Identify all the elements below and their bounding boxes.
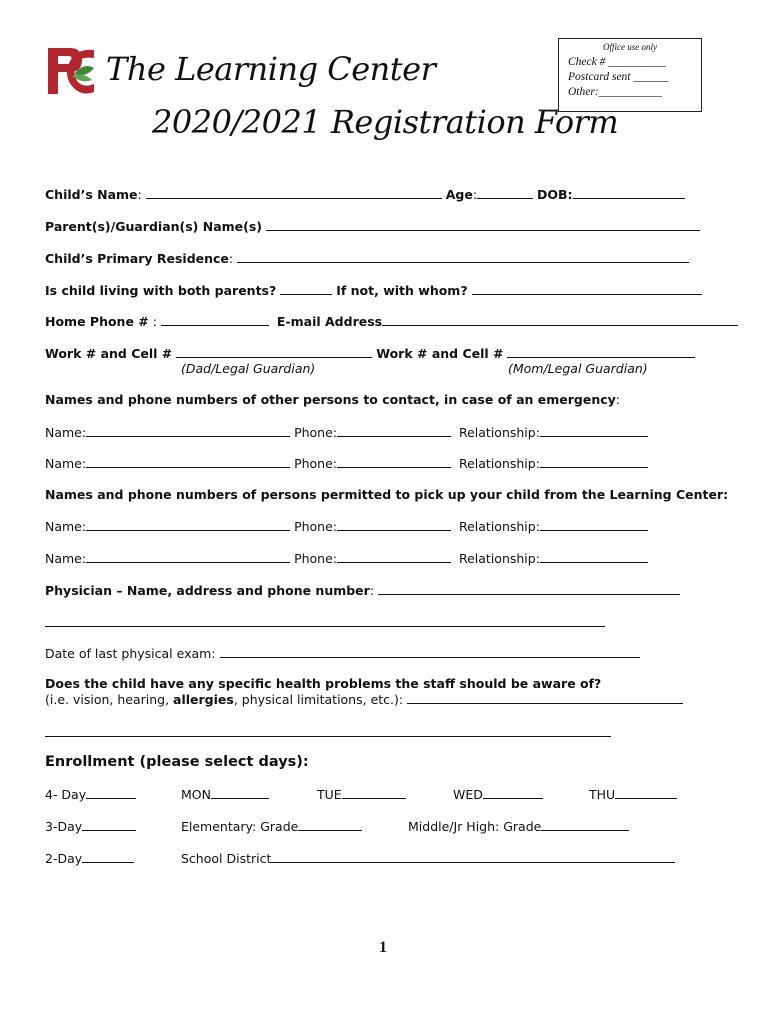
office-use-title: Office use only xyxy=(603,42,657,52)
home-phone-label: Home Phone # xyxy=(45,314,149,329)
mon-option xyxy=(181,786,269,802)
with-whom-field[interactable] xyxy=(472,282,702,295)
last-exam-field[interactable] xyxy=(220,645,640,658)
relationship-field[interactable] xyxy=(540,455,648,468)
phone-field[interactable] xyxy=(337,455,451,468)
phone-label: Phone: xyxy=(294,425,338,440)
tue-field[interactable] xyxy=(342,786,406,799)
mon-field[interactable] xyxy=(211,786,269,799)
middle-grade-field[interactable] xyxy=(541,818,629,831)
age-field[interactable] xyxy=(477,186,533,199)
emergency-contact-row xyxy=(45,455,648,471)
four-day-field[interactable] xyxy=(86,786,136,799)
child-name-label: Child’s Name xyxy=(45,187,138,202)
relationship-field[interactable] xyxy=(540,518,648,531)
phone-email-row: Home Phone # : E-mail Address xyxy=(45,313,738,329)
work-cell-dad-field[interactable] xyxy=(176,345,372,358)
residence-field[interactable] xyxy=(237,250,689,263)
child-name-row: Child’s Name: Age: DOB: xyxy=(45,186,685,202)
home-phone-field[interactable] xyxy=(161,313,269,326)
name-field[interactable] xyxy=(86,424,290,437)
name-field[interactable] xyxy=(86,518,290,531)
physician-label: Physician – Name, address and phone number xyxy=(45,583,370,598)
physician-line-2 xyxy=(45,614,605,630)
relationship-label: Relationship: xyxy=(458,519,540,534)
name-field[interactable] xyxy=(86,550,290,563)
email-field[interactable] xyxy=(382,313,738,326)
two-day-option xyxy=(45,850,134,866)
work-cell-dad-label: Work # and Cell # xyxy=(45,346,173,361)
wed-option xyxy=(453,786,543,802)
elementary-grade-label: Elementary: Grade xyxy=(181,819,299,834)
phone-label: Phone: xyxy=(294,519,338,534)
thu-option xyxy=(589,786,677,802)
middle-grade-option xyxy=(408,818,629,834)
org-name: The Learning Center xyxy=(106,50,436,88)
thu-label: THU xyxy=(589,787,616,802)
three-day-option xyxy=(45,818,136,834)
work-cell-mom-field[interactable] xyxy=(507,345,695,358)
dob-field[interactable] xyxy=(573,186,685,199)
wed-label: WED xyxy=(453,787,483,802)
relationship-field[interactable] xyxy=(540,550,648,563)
learning-center-logo xyxy=(44,44,96,98)
elementary-grade-option xyxy=(181,818,362,834)
school-district-field[interactable] xyxy=(271,850,675,863)
health-hint-start: (i.e. vision, hearing, xyxy=(45,692,174,707)
form-title: 2020/2021 Registration Form xyxy=(152,103,619,141)
enrollment-heading: Enrollment (please select days): xyxy=(45,754,309,770)
health-line-2 xyxy=(45,724,611,740)
relationship-label: Relationship: xyxy=(458,425,540,440)
dad-guardian-caption: (Dad/Legal Guardian) xyxy=(181,361,316,376)
pickup-contact-row xyxy=(45,550,648,566)
emergency-heading: Names and phone numbers of other persons to contact, in case of an emergency: xyxy=(45,392,621,407)
name-label: Name: xyxy=(45,519,87,534)
two-day-label: 2-Day xyxy=(45,851,83,866)
pickup-heading: Names and phone numbers of persons permitted to pick up your child from the Learning Center: xyxy=(45,487,729,502)
age-label: Age xyxy=(445,187,473,202)
relationship-label: Relationship: xyxy=(458,456,540,471)
four-day-label: 4- Day xyxy=(45,787,87,802)
phone-label: Phone: xyxy=(294,456,338,471)
name-field[interactable] xyxy=(86,455,290,468)
wed-field[interactable] xyxy=(483,786,543,799)
last-exam-row xyxy=(45,645,640,661)
parents-label: Parent(s)/Guardian(s) Name(s) xyxy=(45,219,263,234)
email-label: E-mail Address xyxy=(276,314,383,329)
pickup-contact-row xyxy=(45,518,648,534)
name-label: Name: xyxy=(45,551,87,566)
physician-row: Physician – Name, address and phone number: xyxy=(45,582,680,598)
if-not-label: If not, with whom? xyxy=(336,283,468,298)
thu-field[interactable] xyxy=(615,786,677,799)
physician-field[interactable] xyxy=(378,582,680,595)
last-exam-label: Date of last physical exam: xyxy=(45,646,216,661)
health-hint-row xyxy=(45,691,683,707)
name-label: Name: xyxy=(45,425,87,440)
work-cell-row xyxy=(45,345,695,361)
tue-option xyxy=(317,786,406,802)
phone-field[interactable] xyxy=(337,550,451,563)
parents-field[interactable] xyxy=(266,218,700,231)
middle-grade-label: Middle/Jr High: Grade xyxy=(408,819,542,834)
child-name-field[interactable] xyxy=(146,186,442,199)
office-check[interactable]: Check # __________ xyxy=(568,56,666,68)
dob-label: DOB: xyxy=(537,187,573,202)
page-number: 1 xyxy=(379,939,387,956)
health-field[interactable] xyxy=(407,691,683,704)
school-district-option xyxy=(181,850,675,866)
health-field-continued[interactable] xyxy=(45,724,611,737)
office-use-box xyxy=(558,38,702,112)
health-hint-end: , physical limitations, etc.): xyxy=(233,692,404,707)
phone-field[interactable] xyxy=(337,424,451,437)
four-day-option xyxy=(45,786,136,802)
living-row xyxy=(45,282,702,298)
phone-field[interactable] xyxy=(337,518,451,531)
health-hint-allergies: allergies xyxy=(173,692,234,707)
mon-label: MON xyxy=(181,787,211,802)
physician-field-continued[interactable] xyxy=(45,614,605,627)
name-label: Name: xyxy=(45,456,87,471)
office-postcard[interactable]: Postcard sent ______ xyxy=(568,71,668,83)
office-other[interactable]: Other:___________ xyxy=(568,86,662,98)
mom-guardian-caption: (Mom/Legal Guardian) xyxy=(508,361,648,376)
living-both-label: Is child living with both parents? xyxy=(45,283,277,298)
three-day-label: 3-Day xyxy=(45,819,83,834)
emergency-contact-row xyxy=(45,424,648,440)
three-day-field[interactable] xyxy=(82,818,136,831)
elementary-grade-field[interactable] xyxy=(298,818,362,831)
school-district-label: School District xyxy=(181,851,272,866)
tue-label: TUE xyxy=(317,787,342,802)
relationship-label: Relationship: xyxy=(458,551,540,566)
two-day-field[interactable] xyxy=(82,850,134,863)
residence-row: Child’s Primary Residence: xyxy=(45,250,689,266)
health-question: Does the child have any specific health problems the staff should be aware of? xyxy=(45,676,602,691)
relationship-field[interactable] xyxy=(540,424,648,437)
parents-row xyxy=(45,218,700,234)
work-cell-mom-label: Work # and Cell # xyxy=(376,346,504,361)
residence-label: Child’s Primary Residence xyxy=(45,251,229,266)
living-both-field[interactable] xyxy=(280,282,332,295)
phone-label: Phone: xyxy=(294,551,338,566)
